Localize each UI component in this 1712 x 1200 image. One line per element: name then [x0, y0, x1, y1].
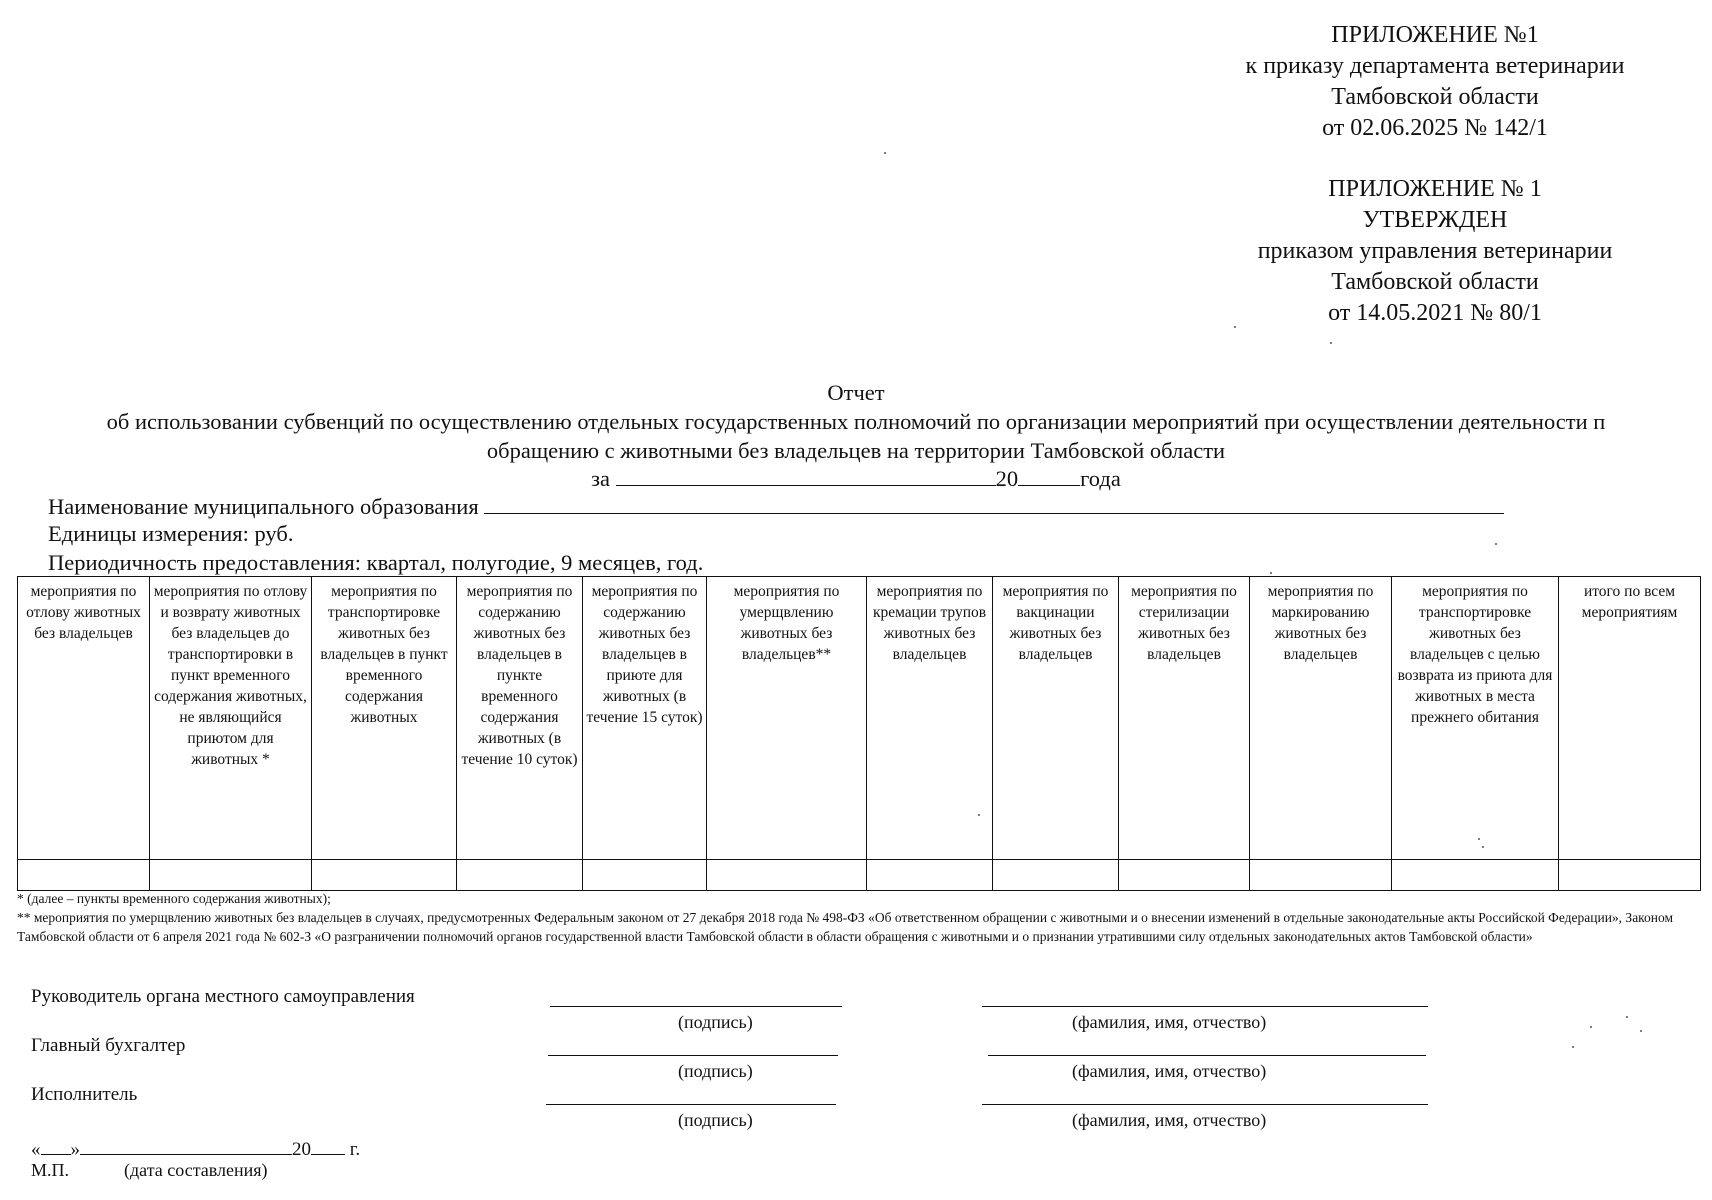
- appendix-2021-block: [1200, 174, 1670, 329]
- appendix-2025-block: [1200, 20, 1670, 144]
- col-header-transport-to-point: мероприятия по транспортировке животных без владельцев в пункт временного содержания животных: [312, 577, 457, 860]
- col-header-euthanasia: мероприятия по умерщвлению животных без владельцев**: [707, 577, 867, 860]
- accountant-signature-caption: (подпись): [678, 1061, 753, 1081]
- scan-speck: [1626, 1016, 1628, 1018]
- periodicity-line: Периодичность предоставления: квартал, полугодие, 9 месяцев, год.: [48, 550, 704, 575]
- table-header-row: [18, 577, 1701, 860]
- appendix-2021-approved: УТВЕРЖДЕН: [1362, 207, 1508, 233]
- report-title: Отчет: [827, 380, 885, 405]
- report-title-block: [0, 378, 1712, 465]
- col-header-keeping-in-point: мероприятия по содержанию животных без владельцев в пункте временного содержания животных (в течение 10 суток): [457, 577, 583, 860]
- head-name-line[interactable]: [982, 1005, 1428, 1007]
- scan-speck: [1640, 1030, 1642, 1032]
- period-prefix: за: [591, 466, 611, 491]
- col-header-catching: мероприятия по отлову животных без владельцев: [18, 577, 150, 860]
- executor-name-caption: (фамилия, имя, отчество): [1072, 1110, 1267, 1130]
- table-cell[interactable]: [867, 860, 993, 891]
- date-line: [31, 1134, 360, 1161]
- appendix-2025-order-line: к приказу департамента ветеринарии: [1245, 53, 1625, 79]
- head-signature-line[interactable]: [550, 1005, 842, 1007]
- scan-speck: [1234, 326, 1236, 328]
- head-signature-label: Руководитель органа местного самоуправления: [31, 986, 415, 1007]
- scan-speck: [884, 152, 886, 154]
- report-period-line: [0, 465, 1712, 492]
- date-caption: (дата составления): [124, 1160, 268, 1180]
- table-cell[interactable]: [583, 860, 707, 891]
- accountant-signature-line[interactable]: [548, 1054, 838, 1056]
- date-year-prefix: 20: [292, 1139, 311, 1160]
- appendix-2021-date: от 14.05.2021 № 80/1: [1328, 300, 1542, 326]
- accountant-signature-label: Главный бухгалтер: [31, 1035, 186, 1056]
- municipality-blank[interactable]: [484, 493, 1504, 514]
- date-year-suffix: г.: [349, 1139, 361, 1160]
- scan-speck: [1482, 846, 1484, 848]
- municipality-line: [48, 493, 1504, 520]
- stamp-label: М.П.: [31, 1160, 70, 1180]
- scan-speck: [1330, 342, 1332, 344]
- head-signature-caption: (подпись): [678, 1012, 753, 1032]
- col-header-sterilization: мероприятия по стерилизации животных без владельцев: [1119, 577, 1250, 860]
- table-cell[interactable]: [18, 860, 150, 891]
- stamp-line: [31, 1160, 268, 1181]
- municipality-label: Наименование муниципального образования: [48, 494, 479, 519]
- table-cell[interactable]: [993, 860, 1119, 891]
- appendix-2021-order-line: приказом управления ветеринарии: [1257, 238, 1613, 264]
- footnotes: [17, 889, 1707, 946]
- appendix-2021-title: ПРИЛОЖЕНИЕ № 1: [1328, 176, 1542, 202]
- executor-name-line[interactable]: [982, 1103, 1428, 1105]
- table-cell[interactable]: [457, 860, 583, 891]
- scan-speck: [1495, 543, 1497, 545]
- date-open-quote: «: [31, 1139, 41, 1160]
- col-header-vaccination: мероприятия по вакцинации животных без владельцев: [993, 577, 1119, 860]
- executor-signature-line[interactable]: [546, 1103, 836, 1105]
- period-year-blank[interactable]: [1018, 465, 1080, 486]
- period-suffix: года: [1080, 466, 1121, 491]
- units-line: Единицы измерения: руб.: [48, 521, 294, 546]
- table-cell[interactable]: [150, 860, 312, 891]
- scan-speck: [1270, 572, 1272, 574]
- table-cell[interactable]: [707, 860, 867, 891]
- report-subtitle-line2: обращению с животными без владельцев на территории Тамбовской области: [486, 438, 1226, 463]
- col-header-cremation: мероприятия по кремации трупов животных без владельцев: [867, 577, 993, 860]
- report-subtitle-line1: об использовании субвенций по осуществлению отдельных государственных полномочий по организации мероприятий при осуществлении деятельности п: [106, 409, 1606, 434]
- appendix-2021-region: Тамбовской области: [1331, 269, 1539, 295]
- col-header-transport-return: мероприятия по транспортировке животных без владельцев с целью возврата из приюта для животных в места прежнего обитания: [1392, 577, 1559, 860]
- scan-speck: [1572, 1046, 1574, 1048]
- col-header-catching-return: мероприятия по отлову и возврату животных без владельцев до транспортировки в пункт временного содержания животных, не являющийся приютом для животных *: [150, 577, 312, 860]
- table-cell[interactable]: [1392, 860, 1559, 891]
- scan-speck: [1478, 838, 1480, 840]
- scan-speck: [1590, 1026, 1592, 1028]
- table-cell[interactable]: [1119, 860, 1250, 891]
- col-header-marking: мероприятия по маркированию животных без владельцев: [1250, 577, 1392, 860]
- executor-signature-label: Исполнитель: [31, 1084, 138, 1105]
- year-blank[interactable]: [311, 1134, 345, 1155]
- scan-speck: [978, 814, 980, 816]
- table-cell[interactable]: [1250, 860, 1392, 891]
- date-close-quote: »: [70, 1139, 80, 1160]
- appendix-2025-date: от 02.06.2025 № 142/1: [1322, 115, 1548, 141]
- executor-signature-caption: (подпись): [678, 1110, 753, 1130]
- col-header-keeping-in-shelter: мероприятия по содержанию животных без владельцев в приюте для животных (в течение 15 суток): [583, 577, 707, 860]
- period-blank[interactable]: [616, 465, 996, 486]
- period-year-prefix: 20: [995, 466, 1019, 491]
- footnote-2: ** мероприятия по умерщвлению животных без владельцев в случаях, предусмотренных Федеральным законом от 27 декабря 2018 года № 498-ФЗ «Об ответственном обращении с животными и о внесении изменений в отдельные законодательные акты Российской Федерации», Законом Тамбовской области от 6 апреля 2021 года № 602-З «О разграничении полномочий органов государственной власти Тамбовской области в области обращения с животными и о признании утратившими силу отдельных законодательных актов Тамбовской области»: [17, 910, 1674, 944]
- appendix-2025-region: Тамбовской области: [1331, 84, 1539, 110]
- accountant-name-line[interactable]: [988, 1054, 1426, 1056]
- report-table: [17, 576, 1701, 891]
- table-cell[interactable]: [1559, 860, 1701, 891]
- accountant-name-caption: (фамилия, имя, отчество): [1072, 1061, 1267, 1081]
- col-header-total: итого по всем мероприятиям: [1559, 577, 1701, 860]
- appendix-2025-title: ПРИЛОЖЕНИЕ №1: [1331, 22, 1539, 48]
- table-cell[interactable]: [312, 860, 457, 891]
- head-name-caption: (фамилия, имя, отчество): [1072, 1012, 1267, 1032]
- footnote-1: * (далее – пункты временного содержания животных);: [17, 891, 331, 906]
- month-blank[interactable]: [80, 1134, 292, 1155]
- day-blank[interactable]: [41, 1134, 71, 1155]
- table-row: [18, 860, 1701, 891]
